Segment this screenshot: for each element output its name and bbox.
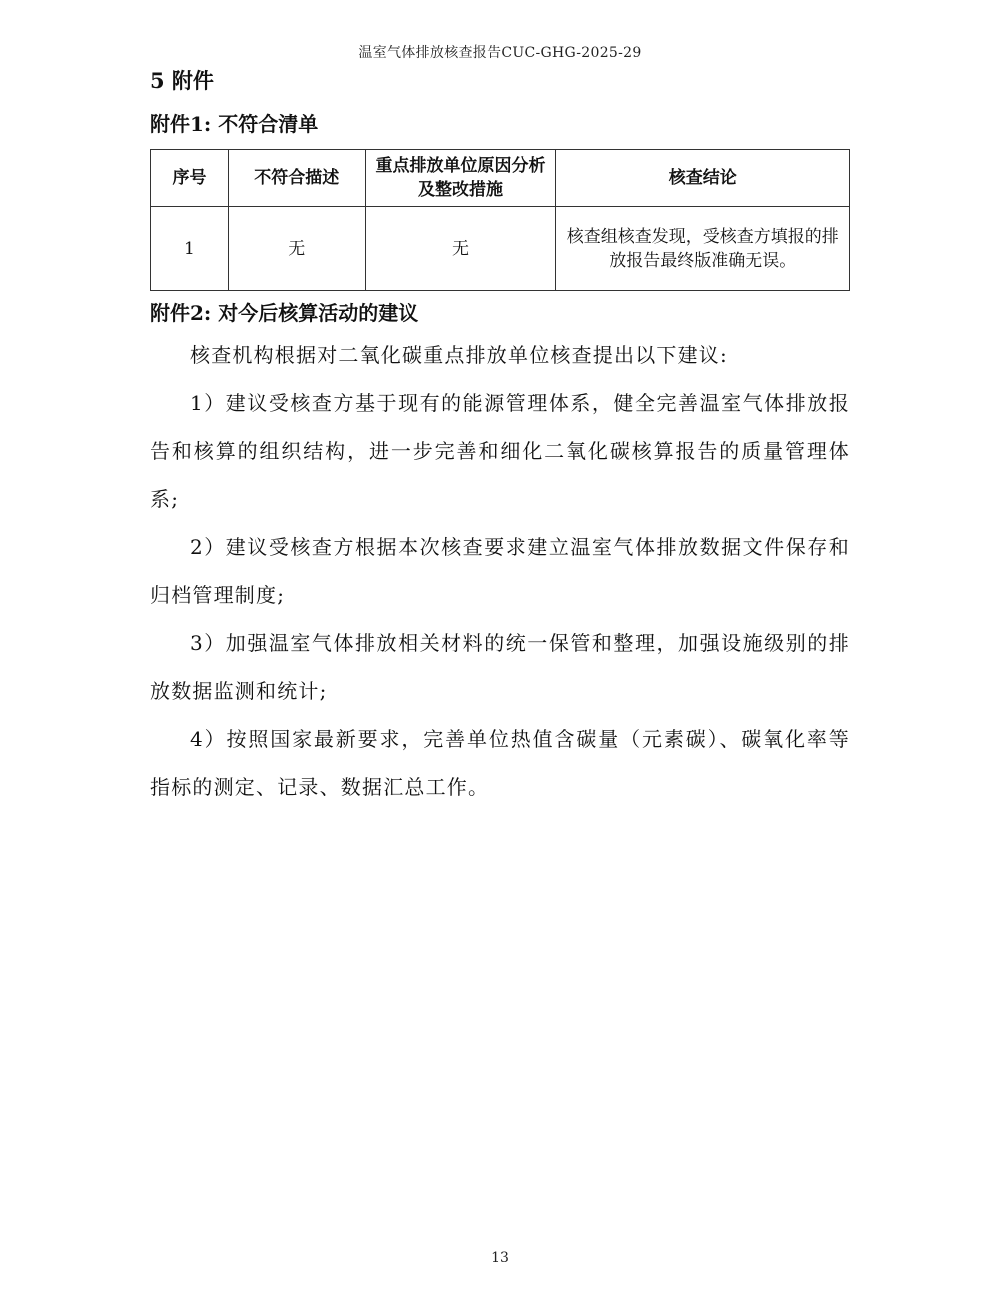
header-cause-analysis: 重点排放单位原因分析及整改措施 — [365, 150, 556, 207]
nonconformity-table — [150, 149, 850, 291]
table-row — [151, 207, 850, 291]
appendix1-title: 附件1: 不符合清单 — [150, 112, 319, 136]
header-conclusion: 核查结论 — [556, 150, 850, 207]
cell-seq: 1 — [151, 207, 229, 291]
table-header-row — [151, 150, 850, 207]
appendix2-title: 附件2: 对今后核算活动的建议 — [150, 301, 419, 325]
section-title: 5 附件 — [150, 68, 214, 93]
page-number: 13 — [491, 1250, 509, 1266]
document-content — [150, 62, 850, 811]
header-seq: 序号 — [151, 150, 229, 207]
page-header: 温室气体排放核查报告CUC-GHG-2025-29 — [358, 45, 642, 61]
suggestion-item-4: 4）按照国家最新要求，完善单位热值含碳量（元素碳）、碳氧化率等指标的测定、记录、数据汇总工作。 — [150, 727, 850, 799]
header-description: 不符合描述 — [228, 150, 365, 207]
cell-description: 无 — [228, 207, 365, 291]
suggestions-intro: 核查机构根据对二氧化碳重点排放单位核查提出以下建议: — [190, 343, 728, 367]
suggestion-item-3: 3）加强温室气体排放相关材料的统一保管和整理，加强设施级别的排放数据监测和统计; — [150, 631, 850, 703]
cell-cause-analysis: 无 — [365, 207, 556, 291]
cell-conclusion: 核查组核查发现，受核查方填报的排放报告最终版准确无误。 — [556, 207, 850, 291]
suggestion-item-1: 1）建议受核查方基于现有的能源管理体系，健全完善温室气体排放报告和核算的组织结构，进一步完善和细化二氧化碳核算报告的质量管理体系; — [150, 391, 850, 511]
suggestion-item-2: 2）建议受核查方根据本次核查要求建立温室气体排放数据文件保存和归档管理制度; — [150, 535, 850, 607]
